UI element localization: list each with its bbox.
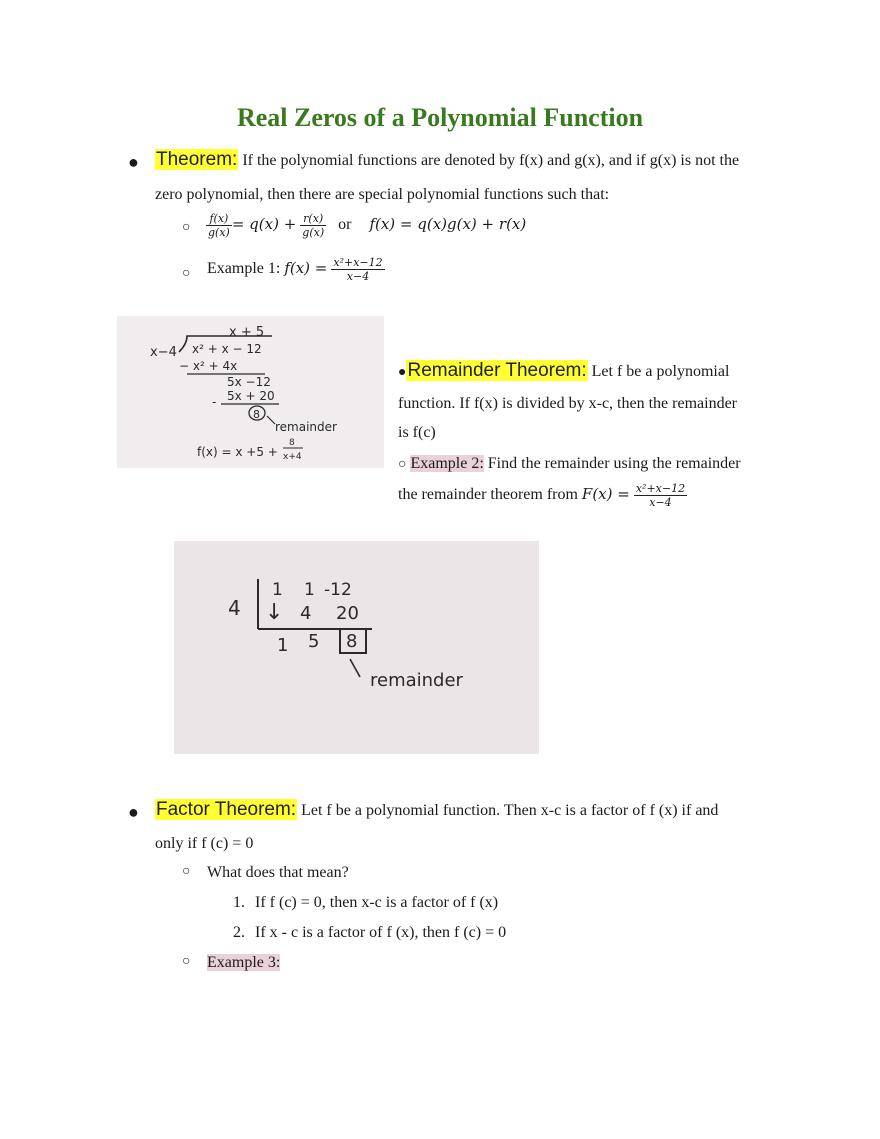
sd-row1-c: -12	[324, 580, 352, 600]
ld-result-num: 8	[289, 438, 295, 448]
ld-rem-1: 5x −12	[227, 375, 271, 389]
sd-row2-a: 4	[300, 603, 312, 624]
circle-bullet-icon: ○	[182, 954, 191, 969]
list-item-number: 1.	[233, 894, 245, 911]
factor-theorem-text-2: only if f (c) = 0	[155, 835, 254, 852]
example-1-lhs: f(x) =	[284, 259, 328, 278]
list-item-number: 2.	[233, 924, 245, 941]
ld-sub-2: 5x + 20	[227, 389, 275, 403]
factor-theorem-text-1: Let f be a polynomial function. Then x-c is a factor of f (x) if and	[301, 802, 719, 819]
example-2-fraction: $\frac{\text{x²+x−12}}{x-4}$	[635, 482, 686, 509]
example-1	[207, 256, 385, 283]
list-item	[233, 893, 498, 913]
bullet-icon: ●	[128, 802, 139, 822]
sd-row3-a: 1	[277, 635, 289, 656]
remainder-theorem-label: Remainder Theorem:	[407, 360, 587, 381]
sd-divisor: 4	[228, 596, 241, 620]
ld-dividend: x² + x − 12	[192, 342, 262, 356]
f-over-g-fraction: $\frac{f(x)}{g(x)}$	[208, 212, 230, 239]
theorem-text-1: If the polynomial functions are denoted by f(x) and g(x), and if g(x) is not the	[242, 152, 740, 169]
ld-sub-1: − x² + 4x	[179, 359, 238, 373]
theorem-line-1	[155, 150, 739, 171]
formula-or: or	[338, 216, 352, 234]
example-2-lhs: F(x) =	[581, 485, 630, 504]
sd-row3-b: 5	[308, 631, 320, 652]
circle-bullet-icon: ○	[398, 457, 407, 472]
list-item-text: If f (c) = 0, then x-c is a factor of f (x)	[255, 894, 499, 911]
ld-minus: -	[212, 395, 217, 409]
example-2-text-2: the remainder theorem from	[398, 486, 578, 504]
example-3-label: Example 3:	[207, 954, 281, 971]
long-division-photo	[117, 316, 384, 468]
sd-row1-a: 1	[272, 580, 283, 600]
list-item	[233, 923, 506, 943]
example-2-line	[398, 454, 741, 475]
example-2-formula	[398, 482, 687, 509]
synthetic-division-photo	[174, 541, 539, 754]
remainder-theorem-text-2: function. If f(x) is divided by x-c, then the remainder	[398, 395, 737, 412]
ld-quotient: x + 5	[229, 325, 265, 340]
division-formula	[206, 212, 526, 239]
page-title: Real Zeros of a Polynomial Function	[236, 103, 644, 132]
example-2-text: Find the remainder using the remainder	[487, 455, 741, 472]
circle-bullet-icon: ○	[182, 266, 191, 281]
sd-row1-b: 1	[304, 580, 315, 600]
list-item-text: If x - c is a factor of f (x), then f (c) = 0	[255, 924, 507, 941]
factor-theorem-line-1	[155, 800, 718, 821]
formula-alt: f(x) = q(x)g(x) + r(x)	[369, 215, 527, 234]
circle-bullet-icon: ○	[182, 864, 191, 879]
theorem-label: Theorem:	[156, 149, 238, 170]
synthetic-division-handwriting	[174, 541, 539, 754]
ld-result: f(x) = x +5 +	[197, 445, 278, 459]
sd-remainder-label: remainder	[370, 670, 463, 691]
example-2-label: Example 2:	[410, 455, 484, 472]
remainder-theorem-line-1	[398, 361, 729, 383]
ld-divisor: x−4	[150, 345, 177, 360]
circle-bullet-icon: ○	[182, 220, 191, 235]
example-1-fraction: $\frac{\text{x²+x−12}}{x-4}$	[333, 256, 383, 283]
formula-q: = q(x) +	[231, 215, 297, 234]
sd-arrow: ↓	[265, 600, 284, 625]
bullet-icon: ●	[398, 365, 407, 380]
r-over-g-fraction: $\frac{r(x)}{g(x)}$	[302, 212, 325, 239]
remainder-theorem-text-1: Let f be a polynomial	[591, 363, 730, 380]
example-3	[207, 953, 280, 973]
remainder-theorem-text-3: is f(c)	[398, 424, 436, 441]
sd-row3-c: 8	[346, 631, 358, 652]
ld-result-den: x+4	[283, 452, 302, 462]
example-1-label: Example 1:	[207, 260, 281, 278]
long-division-handwriting	[117, 316, 384, 468]
factor-question: What does that mean?	[207, 864, 349, 881]
ld-remainder-label: remainder	[275, 420, 337, 434]
ld-remainder-value: 8	[253, 408, 260, 421]
factor-theorem-label: Factor Theorem:	[156, 799, 297, 820]
bullet-icon: ●	[128, 152, 139, 172]
theorem-text-2: zero polynomial, then there are special polynomial functions such that:	[155, 186, 610, 203]
sd-row2-b: 20	[336, 603, 359, 624]
